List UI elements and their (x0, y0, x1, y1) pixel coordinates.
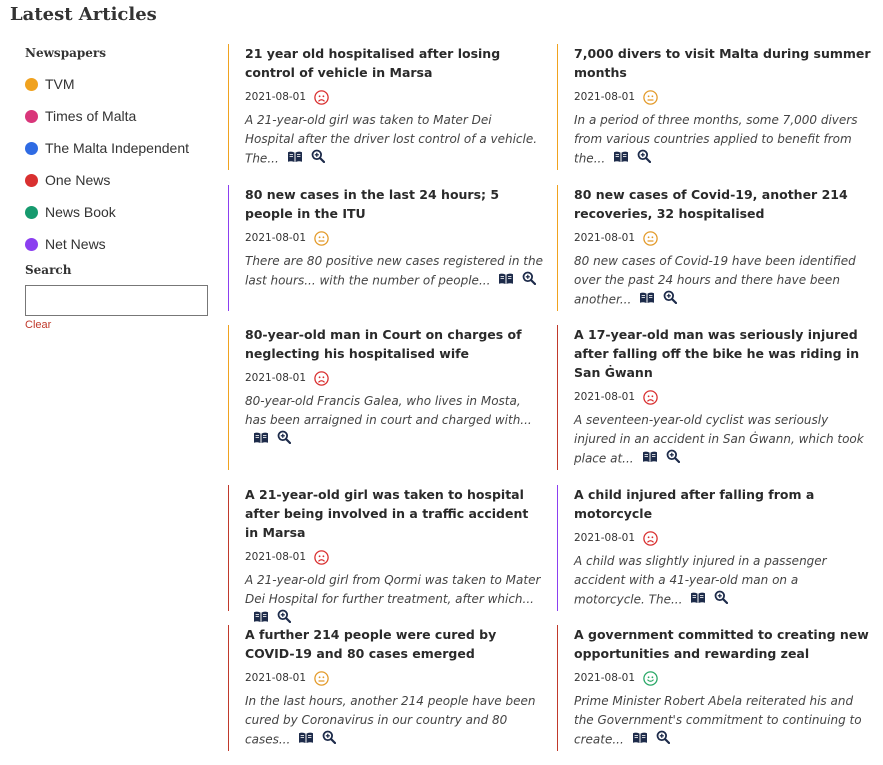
article-title[interactable]: A government committed to creating new opportunities and rewarding zeal (574, 627, 869, 661)
article-excerpt (245, 692, 543, 750)
newspaper-item[interactable] (25, 68, 215, 100)
clear-link[interactable]: Clear (25, 319, 52, 331)
article-excerpt (574, 692, 872, 750)
article-excerpt (574, 552, 872, 610)
newspaper-color-dot (25, 110, 38, 123)
article-title[interactable]: A 21-year-old girl was taken to hospital after being involved in a traffic accident in Marsa (245, 487, 529, 540)
sidebar (25, 46, 215, 331)
newspaper-color-dot (25, 174, 38, 187)
book-open-icon[interactable] (613, 150, 629, 169)
newspaper-item[interactable] (25, 132, 215, 164)
article-meta (245, 229, 543, 247)
search-input[interactable] (25, 285, 208, 316)
article-card (228, 185, 543, 311)
zoom-in-icon[interactable] (714, 590, 728, 610)
article-date: 2021-08-01 (574, 532, 636, 544)
neutral-face-icon (314, 231, 329, 246)
article-title[interactable]: 80 new cases in the last 24 hours; 5 people in the ITU (245, 187, 500, 221)
newspaper-label: Net News (45, 236, 106, 252)
book-open-icon[interactable] (642, 450, 658, 469)
article-card (557, 325, 872, 470)
book-open-icon[interactable] (632, 731, 648, 750)
newspaper-color-dot (25, 78, 38, 91)
book-open-icon[interactable] (253, 431, 269, 450)
article-meta (574, 388, 872, 406)
newspaper-item[interactable] (25, 100, 215, 132)
article-card (557, 185, 872, 311)
zoom-in-icon[interactable] (637, 149, 651, 169)
article-card (228, 325, 543, 470)
newspaper-label: News Book (45, 204, 116, 220)
article-date: 2021-08-01 (574, 672, 636, 684)
article-card (557, 625, 872, 751)
article-date: 2021-08-01 (245, 672, 307, 684)
article-date: 2021-08-01 (245, 232, 307, 244)
article-excerpt-text: A child was slightly injured in a passenger accident with a 41-year-old man on a motorcycle. The... (574, 554, 827, 607)
article-excerpt-text: In a period of three months, some 7,000 divers from various countries applied to benefit from the... (574, 113, 858, 166)
neutral-face-icon (643, 90, 658, 105)
article-title[interactable]: A further 214 people were cured by COVID-19 and 80 cases emerged (245, 627, 497, 661)
zoom-in-icon[interactable] (522, 271, 536, 291)
book-open-icon[interactable] (690, 591, 706, 610)
article-excerpt (245, 392, 543, 450)
search-heading: Search (25, 263, 72, 277)
book-open-icon[interactable] (298, 731, 314, 750)
newspaper-item[interactable] (25, 164, 215, 196)
negative-face-icon (643, 531, 658, 546)
newspaper-color-dot (25, 206, 38, 219)
article-excerpt-text: Prime Minister Robert Abela reiterated his and the Government's commitment to continuing to create... (574, 694, 862, 747)
article-excerpt (245, 571, 543, 629)
negative-face-icon (314, 90, 329, 105)
article-meta (245, 548, 543, 566)
book-open-icon[interactable] (639, 291, 655, 310)
article-title[interactable]: A child injured after falling from a motorcycle (574, 487, 815, 521)
article-card (228, 44, 543, 170)
page-title: Latest Articles (10, 4, 157, 25)
article-title[interactable]: 21 year old hospitalised after losing control of vehicle in Marsa (245, 46, 501, 80)
article-card (557, 485, 872, 611)
article-date: 2021-08-01 (574, 232, 636, 244)
article-title[interactable]: 80-year-old man in Court on charges of neglecting his hospitalised wife (245, 327, 522, 361)
article-meta (245, 369, 543, 387)
article-date: 2021-08-01 (245, 91, 307, 103)
book-open-icon[interactable] (287, 150, 303, 169)
article-excerpt (574, 252, 872, 310)
article-excerpt (245, 111, 543, 169)
newspaper-color-dot (25, 142, 38, 155)
negative-face-icon (643, 390, 658, 405)
newspaper-label: TVM (45, 76, 75, 92)
article-excerpt-text: A seventeen-year-old cyclist was seriously injured in an accident in San Ġwann, which took place at... (574, 413, 864, 466)
article-meta (574, 529, 872, 547)
article-date: 2021-08-01 (245, 372, 307, 384)
zoom-in-icon[interactable] (322, 730, 336, 750)
article-meta (574, 669, 872, 687)
article-excerpt (574, 111, 872, 169)
zoom-in-icon[interactable] (656, 730, 670, 750)
article-excerpt (245, 252, 543, 291)
article-meta (245, 88, 543, 106)
zoom-in-icon[interactable] (277, 430, 291, 450)
article-title[interactable]: 80 new cases of Covid-19, another 214 recoveries, 32 hospitalised (574, 187, 848, 221)
article-excerpt-text: There are 80 positive new cases registered in the last hours... with the number of people... (245, 254, 543, 288)
article-excerpt-text: 80-year-old Francis Galea, who lives in Mosta, has been arraigned in court and charged with... (245, 394, 532, 427)
newspaper-item[interactable] (25, 196, 215, 228)
article-meta (574, 229, 872, 247)
article-date: 2021-08-01 (574, 391, 636, 403)
article-meta (574, 88, 872, 106)
negative-face-icon (314, 550, 329, 565)
article-title[interactable]: 7,000 divers to visit Malta during summer months (574, 46, 871, 80)
article-excerpt-text: A 21-year-old girl was taken to Mater Dei Hospital after the driver lost control of a vehicle. The... (245, 113, 538, 166)
zoom-in-icon[interactable] (666, 449, 680, 469)
article-title[interactable]: A 17-year-old man was seriously injured after falling off the bike he was riding in San Ġwann (574, 327, 860, 380)
zoom-in-icon[interactable] (311, 149, 325, 169)
positive-face-icon (643, 671, 658, 686)
neutral-face-icon (643, 231, 658, 246)
zoom-in-icon[interactable] (663, 290, 677, 310)
book-open-icon[interactable] (498, 272, 514, 291)
newspapers-heading: Newspapers (25, 46, 106, 60)
newspaper-label: The Malta Independent (45, 140, 189, 156)
neutral-face-icon (314, 671, 329, 686)
article-excerpt-text: A 21-year-old girl from Qormi was taken to Mater Dei Hospital for further treatment, after which... (245, 573, 541, 606)
article-meta (245, 669, 543, 687)
article-card (228, 485, 543, 611)
newspaper-list (25, 68, 215, 260)
article-excerpt-text: In the last hours, another 214 people have been cured by Coronavirus in our country and 80 cases... (245, 694, 536, 747)
article-card (557, 44, 872, 170)
article-date: 2021-08-01 (245, 551, 307, 563)
article-excerpt (574, 411, 872, 469)
negative-face-icon (314, 371, 329, 386)
article-card (228, 625, 543, 751)
article-date: 2021-08-01 (574, 91, 636, 103)
article-excerpt-text: 80 new cases of Covid-19 have been identified over the past 24 hours and there have been another... (574, 254, 856, 307)
newspaper-item[interactable] (25, 228, 215, 260)
newspaper-label: One News (45, 172, 111, 188)
newspaper-label: Times of Malta (45, 108, 137, 124)
newspaper-color-dot (25, 238, 38, 251)
